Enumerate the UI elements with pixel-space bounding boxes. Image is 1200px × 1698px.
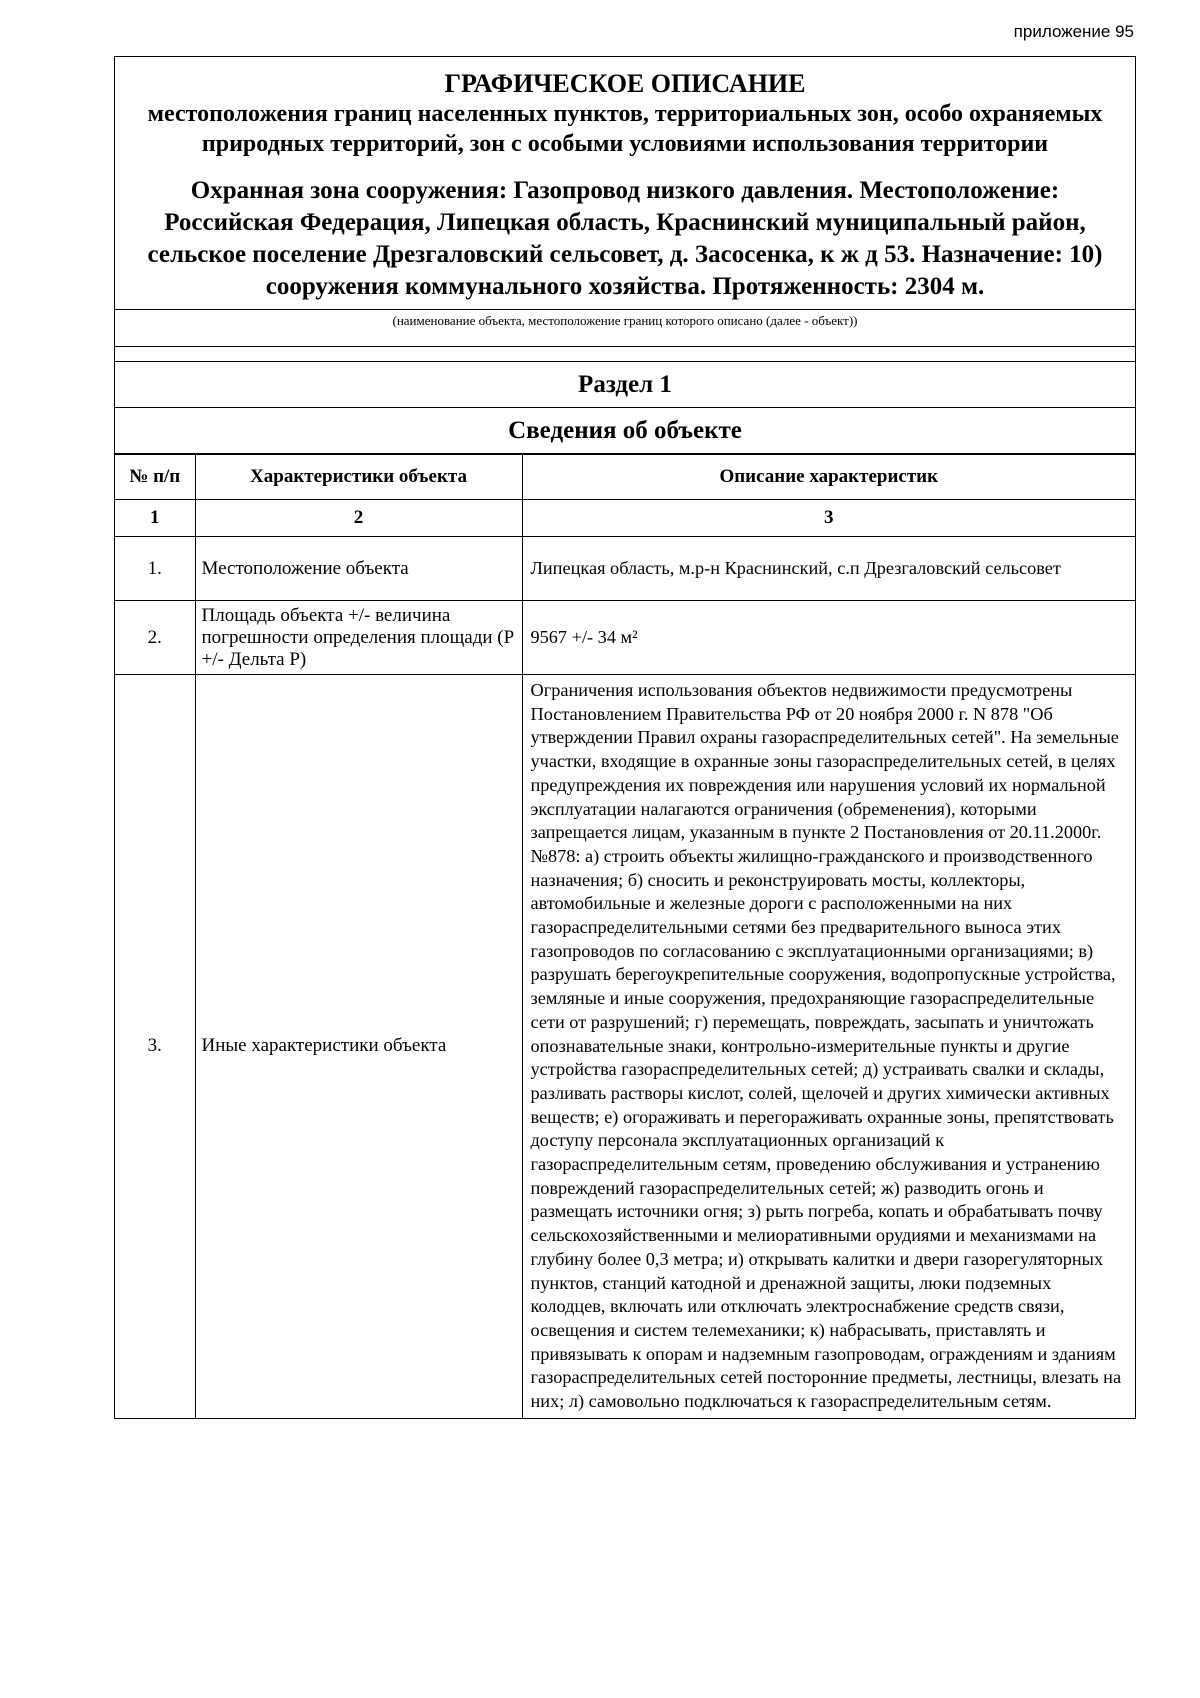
column-number: 3	[522, 500, 1135, 537]
table-header-row	[115, 455, 1135, 500]
section-title: Раздел 1	[115, 362, 1135, 408]
document-frame	[114, 56, 1136, 1419]
row-characteristic: Площадь объекта +/- величина погрешности определения площади (Р +/- Дельта Р)	[195, 601, 522, 675]
header-characteristics: Характеристики объекта	[195, 455, 522, 500]
header-description: Описание характеристик	[522, 455, 1135, 500]
row-characteristic: Иные характеристики объекта	[195, 675, 522, 1418]
section-subtitle: Сведения об объекте	[115, 408, 1135, 454]
row-description: Липецкая область, м.р-н Краснинский, с.п Дрезгаловский сельсовет	[522, 537, 1135, 601]
document-subtitle: местоположения границ населенных пунктов, территориальных зон, особо охраняемых природных территорий, зон с особыми условиями использования территории	[147, 101, 1103, 157]
table-row	[115, 537, 1135, 601]
document-header	[115, 57, 1135, 303]
table-row	[115, 675, 1135, 1418]
header-number: № п/п	[115, 455, 195, 500]
document-title: ГРАФИЧЕСКОЕ ОПИСАНИЕ	[444, 69, 806, 98]
appendix-label: приложение 95	[1013, 22, 1134, 41]
row-characteristic: Местоположение объекта	[195, 537, 522, 601]
row-number: 2.	[115, 601, 195, 675]
row-number: 3.	[115, 675, 195, 1418]
object-info-table	[115, 454, 1135, 1418]
spacer-row	[115, 347, 1135, 362]
row-number: 1.	[115, 537, 195, 601]
column-number: 1	[115, 500, 195, 537]
object-caption: (наименование объекта, местоположение границ которого описано (далее - объект))	[115, 310, 1135, 347]
column-numbers-row	[115, 500, 1135, 537]
row-description: 9567 +/- 34 м²	[522, 601, 1135, 675]
object-name: Охранная зона сооружения: Газопровод низкого давления. Местоположение: Российская Федерация, Липецкая область, Краснинский муниципальный район, сельское поселение Дрезгаловский сельсовет, д. Засосенка, к ж д 53. Назначение: 10) сооружения коммунального хозяйства. Протяженность: 2304 м.	[147, 177, 1103, 300]
table-row	[115, 601, 1135, 675]
column-number: 2	[195, 500, 522, 537]
row-description: Ограничения использования объектов недвижимости предусмотрены Постановлением Правительства РФ от 20 ноября 2000 г. N 878 "Об утверждении Правил охраны газораспределительных сетей". На земельные участки, входящие в охранные зоны газораспределительных сетей, в целях предупреждения их повреждения или нарушения условий их нормальной эксплуатации налагаются ограничения (обременения), которыми запрещается лицам, указанным в пункте 2 Постановления от 20.11.2000г. №878: а) строить объекты жилищно-гражданского и производственного назначения; б) сносить и реконструировать мосты, коллекторы, автомобильные и железные дороги с расположенными на них газораспределительными сетями без предварительного выноса этих газопроводов по согласованию с эксплуатационными организациями; в) разрушать берегоукрепительные сооружения, водопропускные устройства, земляные и иные сооружения, предохраняющие газораспределительные сети от разрушений; г) перемещать, повреждать, засыпать и уничтожать опознавательные знаки, контрольно-измерительные пункты и другие устройства газораспределительных сетей; д) устраивать свалки и склады, разливать растворы кислот, солей, щелочей и других химически активных веществ; е) огораживать и перегораживать охранные зоны, препятствовать доступу персонала эксплуатационных организаций к газораспределительным сетям, проведению обслуживания и устранению повреждений газораспределительных сетей; ж) разводить огонь и размещать источники огня; з) рыть погреба, копать и обрабатывать почву сельскохозяйственными и мелиоративными орудиями и механизмами на глубину более 0,3 метра; и) открывать калитки и двери газорегуляторных пунктов, станций катодной и дренажной защиты, люки подземных колодцев, включать или отключать электроснабжение средств связи, освещения и систем телемеханики; к) набрасывать, приставлять и привязывать к опорам и надземным газопроводам, ограждениям и зданиям газораспределительных сетей посторонние предметы, лестницы, влезать на них; л) самовольно подключаться к газораспределительным сетям.	[522, 675, 1135, 1418]
